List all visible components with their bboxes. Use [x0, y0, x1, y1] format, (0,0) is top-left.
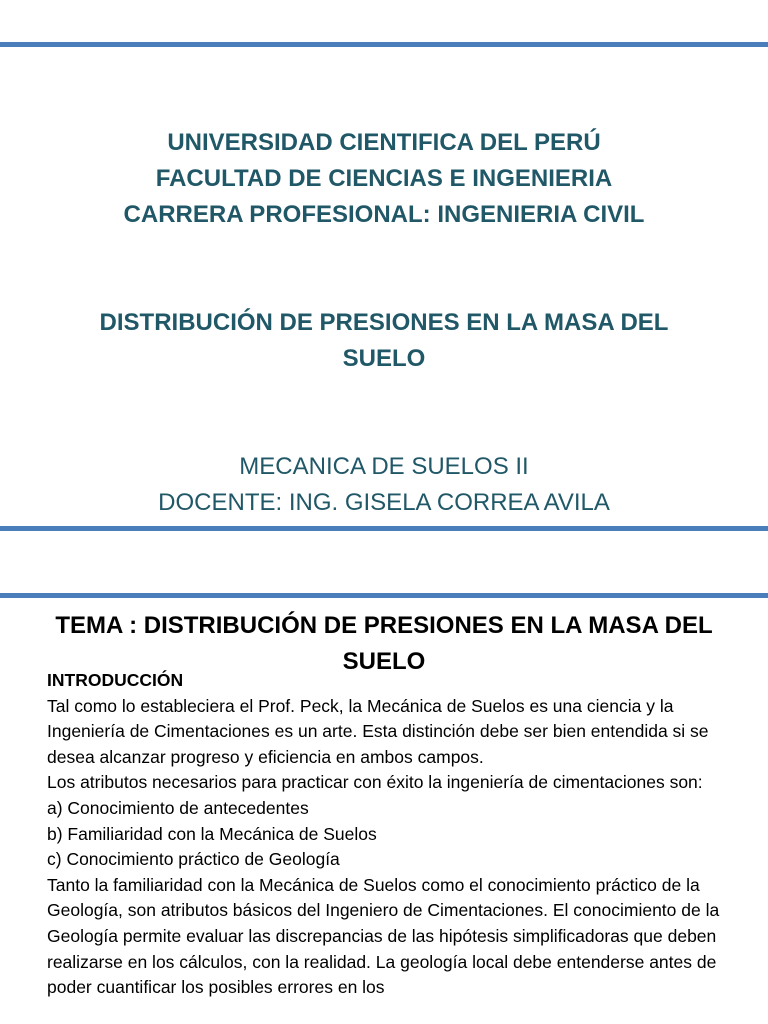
- institution-line: UNIVERSIDAD CIENTIFICA DEL PERÚ: [167, 129, 601, 156]
- top-rule: [0, 42, 768, 47]
- slide-title: TEMA : DISTRIBUCIÓN DE PRESIONES EN LA MASA DEL SUELO: [55, 612, 713, 675]
- list-item: c) Conocimiento práctico de Geología: [47, 849, 340, 870]
- top-rule: [0, 593, 768, 598]
- section-heading: INTRODUCCIÓN: [47, 670, 184, 690]
- institution-line: CARRERA PROFESIONAL: INGENIERIA CIVIL: [123, 201, 645, 228]
- institution-block: [0, 125, 768, 233]
- topic-line: SUELO: [342, 345, 426, 372]
- bottom-rule: [0, 526, 768, 531]
- list-item: a) Conocimiento de antecedentes: [47, 797, 309, 818]
- teacher-name: DOCENTE: ING. GISELA CORREA AVILA: [158, 489, 610, 516]
- topic-block: [0, 305, 768, 377]
- slide-body: [47, 668, 737, 1001]
- institution-line: FACULTAD DE CIENCIAS E INGENIERIA: [155, 165, 613, 192]
- paragraph: Tal como lo estableciera el Prof. Peck, la Mecánica de Suelos es una ciencia y la Ingeniería de Cimentaciones es un arte. Esta distinción debe ser bien entendida si se desea alcanzar progreso y eficiencia en ambos campos.: [47, 695, 709, 767]
- paragraph: Los atributos necesarios para practicar con éxito la ingeniería de cimentaciones son:: [47, 772, 703, 793]
- list-item: b) Familiaridad con la Mecánica de Suelos: [47, 823, 377, 844]
- paragraph: Tanto la familiaridad con la Mecánica de Suelos como el conocimiento práctico de la Geología, son atributos básicos del Ingeniero de Cimentaciones. El conocimiento de la Geología permite evaluar las discrepancias de las hipótesis simplificadoras que deben realizarse en los cálculos, con la realidad. La geología local debe entenderse antes de poder cuantificar los posibles errores en los: [47, 874, 720, 998]
- course-name: MECANICA DE SUELOS II: [239, 453, 529, 480]
- course-block: [0, 449, 768, 521]
- topic-line: DISTRIBUCIÓN DE PRESIONES EN LA MASA DEL: [99, 309, 669, 336]
- content-slide: [0, 590, 768, 1024]
